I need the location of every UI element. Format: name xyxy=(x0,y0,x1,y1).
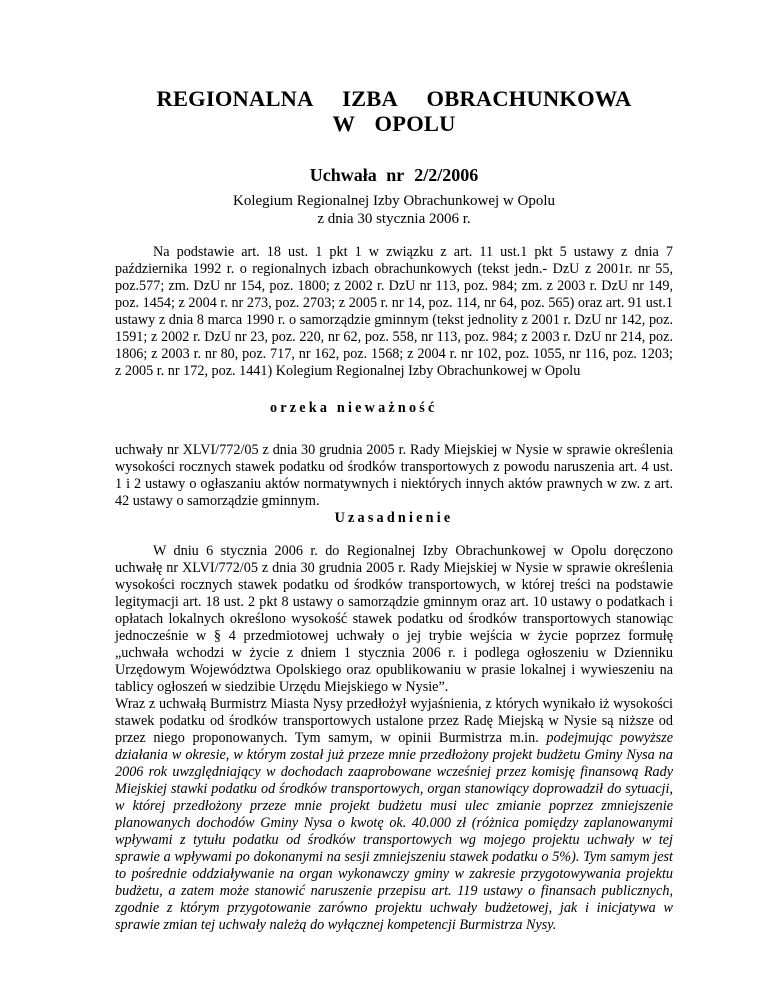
resolution-title xyxy=(115,164,673,186)
justification-paragraph-2-text: Wraz z uchwałą Burmistrz Miasta Nysy przedłożył wyjaśnienia, z których wynikało iż wysokości stawek podatku od środków transportowych ustalone przez Radę Miejską w Nysie są niższe od przez niego proponowanych. Tym samym, w opinii Burmistrza m.in. xyxy=(115,696,673,746)
resolution-date: z dnia 30 stycznia 2006 r. xyxy=(317,211,471,227)
justification-paragraph-1: W dniu 6 stycznia 2006 r. do Regionalnej Izby Obrachunkowej w Opolu doręczono uchwałę nr XLVI/772/05 z dnia 30 grudnia 2005 r. Rady Miejskiej w Nysie w sprawie określenia wysokości rocznych stawek podatku od środków transportowych, w której treści na podstawie legitymacji art. 18 ust. 2 pkt 8 ustawy o samorządzie gminnym oraz art. 10 ustawy o podatkach i opłatach lokalnych określono wysokość stawek podatku od środków transportowych stanowiąc jednocześnie w § 4 przedmiotowej uchwały o jej trybie wejścia w życie poprzez formułę „uchwała wchodzi w życie z dniem 1 stycznia 2006 r. i podlega ogłoszeniu w Dzienniku Urzędowym Województwa Opolskiego oraz opublikowaniu w prasie lokalnej i wywieszeniu na tablicy ogłoszeń w siedzibie Urzędu Miejskiego w Nysie”. xyxy=(115,543,673,695)
issuing-body: Kolegium Regionalnej Izby Obrachunkowej w Opolu xyxy=(232,193,555,209)
justification-paragraph-2 xyxy=(115,696,673,934)
organization-name: REGIONALNA IZBA OBRACHUNKOWA xyxy=(156,86,632,111)
document-page xyxy=(115,86,673,934)
organization-city: W OPOLU xyxy=(332,111,456,136)
ruling-heading: orzeka nieważność xyxy=(270,400,438,416)
legal-basis-paragraph: Na podstawie art. 18 ust. 1 pkt 1 w związku z art. 11 ust.1 pkt 5 ustawy z dnia 7 października 1992 r. o regionalnych izbach obrachunkowych (tekst jedn.- DzU z 2001r. nr 55, poz.577; zm. DzU nr 154, poz. 1800; z 2002 r. DzU nr 113, poz. 984; zm. z 2003 r. DzU nr 149, poz. 1454; z 2004 r. nr 273, poz. 2703; z 2005 r. nr 14, poz. 114, nr 64, poz. 565) oraz art. 91 ust.1 ustawy z dnia 8 marca 1990 r. o samorządzie gminnym (tekst jednolity z 2001 r. DzU nr 142, poz. 1591; z 2002 r. DzU nr 23, poz. 220, nr 62, poz. 558, nr 113, poz. 984; z 2003 r. DzU nr 214, poz. 1806; z 2003 r. nr 80, poz. 717, nr 162, poz. 1568; z 2004 r. nr 102, poz. 1055, nr 116, poz. 1203; z 2005 r. nr 172, poz. 1441) Kolegium Regionalnej Izby Obrachunkowej w Opolu xyxy=(115,244,673,379)
organization-header xyxy=(115,86,673,136)
burmistrz-quote: podejmując powyższe działania w okresie, w którym został już przeze mnie przedłożony projekt budżetu Gminy Nysa na 2006 rok uwzględniający w dochodach zaaprobowane wcześniej przez komisję finansową Rady Miejskiej stawki podatku od środków transportowych, organ stanowiący doprowadził do sytuacji, w której przedłożony przeze mnie projekt budżetu musi ulec zmianie poprzez zmniejszenie planowanych dochodów Gminy Nysa o kwotę ok. 40.000 zł (różnica pomiędzy zaplanowanymi wpływami z tytułu podatku od środków transportowych wg mojego projektu uchwały w tej sprawie a wpływami po dokonanymi na sesji zmniejszeniu stawek podatku o 5%). Tym samym jest to pośrednie oddziaływanie na organ wykonawczy gminy w zakresie przygotowywania projektu budżetu, a zatem może stanowić naruszenie przepisu art. 119 ustawy o finansach publicznych, zgodnie z którym przygotowanie zarówno projektu uchwały budżetowej, jak i inicjatywa w sprawie zmian tej uchwały należą do wyłącznej kompetencji Burmistrza Nysy. xyxy=(115,730,673,933)
justification-heading: Uzasadnienie xyxy=(334,510,454,526)
ruling-paragraph: uchwały nr XLVI/772/05 z dnia 30 grudnia 2005 r. Rady Miejskiej w Nysie w sprawie określenia wysokości rocznych stawek podatku od środków transportowych z powodu naruszenia art. 4 ust. 1 i 2 ustawy o ogłaszaniu aktów normatywnych i niektórych innych aktów prawnych w zw. z art. 42 ustawy o samorządzie gminnym. xyxy=(115,442,673,509)
resolution-number: 2/2/2006 xyxy=(414,165,479,185)
resolution-label: Uchwała nr xyxy=(309,165,405,185)
resolution-subtitle xyxy=(115,192,673,228)
